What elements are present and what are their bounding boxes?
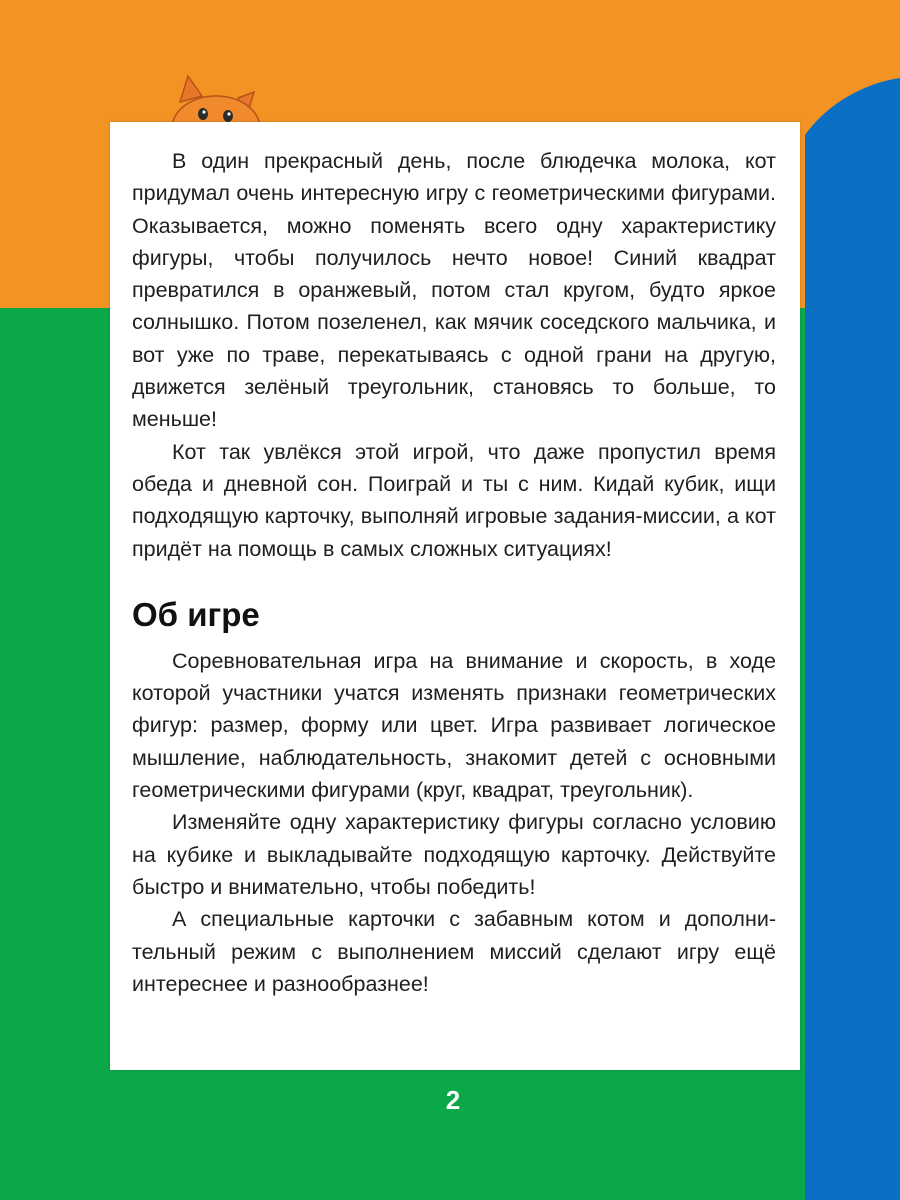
- about-paragraph-3: А специальные карточки с забавным котом и дополнительный режим с выполнением миссий сделают игру ещё интереснее и разнообразнее!: [132, 907, 776, 996]
- page-number: 2: [445, 1085, 461, 1115]
- cat-right-eye: [223, 110, 233, 122]
- blue-wave: [805, 78, 900, 1200]
- about-paragraph-2: Изменяйте одну характеристику фигуры согласно условию на кубике и выкладывайте подходящую карточку. Действуйте быстро и внимательно, чтобы победить!: [132, 810, 776, 899]
- text-panel: [110, 122, 800, 1070]
- text-content: [132, 145, 776, 1000]
- about-paragraph-1: Соревновательная игра на внимание и скорость, в ходе которой участники учатся изменять признаки геометрических фигур: размер, форму или цвет. Игра развивает логическое мышление, наблюдательность, знакомит детей с основными геометрическими фигурами (круг, квадрат, треугольник).: [132, 648, 776, 803]
- intro-paragraph-2: Кот так увлёкся этой игрой, что даже пропустил время обеда и дневной сон. Поиграй и ты с ним. Кидай кубик, ищи подходящую карточку, выполняй игровые задания-миссии, а кот придёт на помощь в самых сложных ситуациях!: [132, 439, 776, 561]
- cat-left-eye: [198, 108, 208, 120]
- about-section-title: Об игре: [132, 595, 260, 633]
- intro-paragraph-1: В один прекрасный день, после блюдечка молока, кот придумал очень интересную игру с геометрическими фигурами. Оказывается, можно поменять всего одну характеристику фигуры, чтобы получилось нечто новое! Синий квадрат превратился в оранжевый, потом стал кругом, будто яркое солнышко. Потом позеленел, как мячик соседского мальчика, и вот уже по траве, перекатываясь с одной грани на другую, движется зелёный треугольник, становясь то больше, то меньше!: [132, 149, 776, 432]
